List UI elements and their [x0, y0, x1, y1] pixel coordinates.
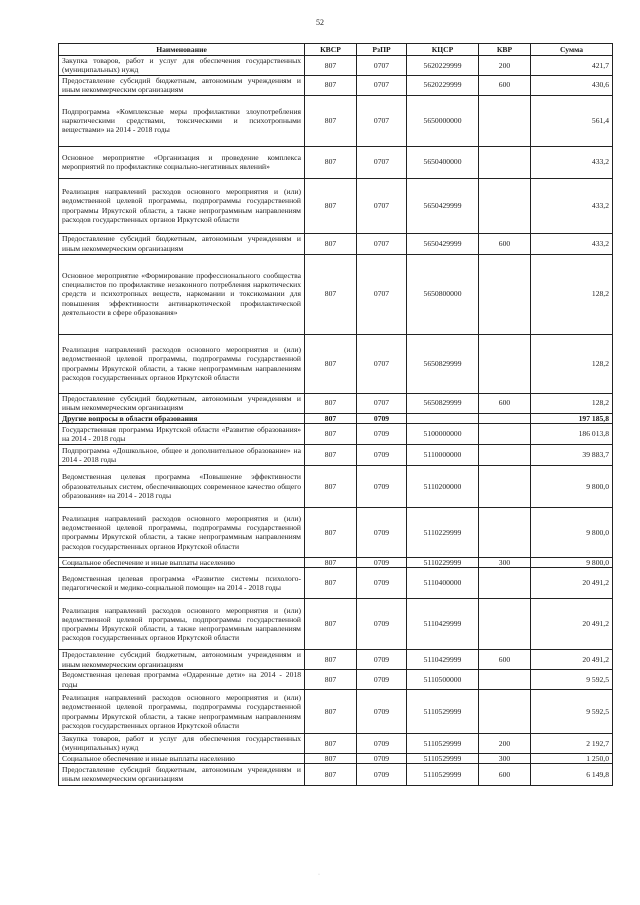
row-sum: 186 013,8 — [531, 423, 613, 444]
column-header-rzpr: РзПР — [357, 44, 407, 56]
row-sum: 39 883,7 — [531, 444, 613, 465]
row-sum: 433,2 — [531, 178, 613, 233]
row-kcsr: 5110529999 — [407, 734, 479, 754]
row-kvr: 600 — [479, 650, 531, 670]
table-header-row — [59, 44, 613, 56]
row-rzpr: 0709 — [357, 465, 407, 507]
row-kvsr: 807 — [305, 393, 357, 413]
row-kvsr: 807 — [305, 465, 357, 507]
row-name: Социальное обеспечение и иные выплаты населению — [59, 753, 305, 763]
row-kvsr: 807 — [305, 178, 357, 233]
row-rzpr: 0707 — [357, 75, 407, 95]
table-row — [59, 233, 613, 254]
row-kvsr: 807 — [305, 507, 357, 557]
table-row — [59, 393, 613, 413]
row-kvr — [479, 413, 531, 423]
row-sum: 6 149,8 — [531, 763, 613, 785]
row-sum: 197 185,8 — [531, 413, 613, 423]
row-kcsr: 5650829999 — [407, 334, 479, 393]
row-kvr: 600 — [479, 763, 531, 785]
row-rzpr: 0707 — [357, 334, 407, 393]
row-rzpr: 0707 — [357, 393, 407, 413]
row-rzpr: 0707 — [357, 254, 407, 334]
row-sum: 1 250,0 — [531, 753, 613, 763]
row-kvr — [479, 423, 531, 444]
row-kvsr: 807 — [305, 233, 357, 254]
row-name: Предоставление субсидий бюджетным, автономным учреждениям и иным некоммерческим организациям — [59, 393, 305, 413]
row-sum: 9 592,5 — [531, 690, 613, 734]
row-kvr: 600 — [479, 75, 531, 95]
row-kvr: 200 — [479, 734, 531, 754]
table-row — [59, 56, 613, 76]
row-name: Предоставление субсидий бюджетным, автономным учреждениям и иным некоммерческим организациям — [59, 75, 305, 95]
row-name: Ведомственная целевая программа «Повышение эффективности образовательных систем, обеспечивающих современное качество общего образования» на 2014 - 2018 годы — [59, 465, 305, 507]
row-sum: 2 192,7 — [531, 734, 613, 754]
row-kvr: 200 — [479, 56, 531, 76]
row-sum: 9 800,0 — [531, 557, 613, 567]
row-kvr — [479, 95, 531, 146]
row-sum: 433,2 — [531, 146, 613, 178]
row-sum: 9 592,5 — [531, 670, 613, 690]
row-name: Реализация направлений расходов основного мероприятия и (или) ведомственной целевой программы, подпрограммы государственной программы Иркутской области, а также непрограммным направлениям расходов государственных органов Иркутской области — [59, 178, 305, 233]
row-name: Ведомственная целевая программа «Одаренные дети» на 2014 - 2018 годы — [59, 670, 305, 690]
row-kvr: 300 — [479, 557, 531, 567]
row-rzpr: 0707 — [357, 146, 407, 178]
table-row — [59, 650, 613, 670]
row-name: Государственная программа Иркутской области «Развитие образования» на 2014 - 2018 годы — [59, 423, 305, 444]
row-name: Закупка товаров, работ и услуг для обеспечения государственных (муниципальных) нужд — [59, 56, 305, 76]
row-kvr: 600 — [479, 233, 531, 254]
row-name: Реализация направлений расходов основного мероприятия и (или) ведомственной целевой программы, подпрограммы государственной программы Иркутской области, а также непрограммным направлениям расходов государственных органов Иркутской области — [59, 690, 305, 734]
row-kcsr: 5650429999 — [407, 233, 479, 254]
row-rzpr: 0707 — [357, 95, 407, 146]
table-row — [59, 599, 613, 650]
column-header-sum: Сумма — [531, 44, 613, 56]
row-kcsr: 5650800000 — [407, 254, 479, 334]
row-name: Предоставление субсидий бюджетным, автономным учреждениям и иным некоммерческим организациям — [59, 233, 305, 254]
row-kvr — [479, 146, 531, 178]
row-sum: 561,4 — [531, 95, 613, 146]
table-row — [59, 763, 613, 785]
row-name: Другие вопросы в области образования — [59, 413, 305, 423]
row-name: Ведомственная целевая программа «Развитие системы психолого-педагогической и медико-социальной помощи» на 2014 - 2018 годы — [59, 568, 305, 599]
table-row — [59, 334, 613, 393]
row-kvsr: 807 — [305, 753, 357, 763]
page-number: 52 — [316, 18, 324, 27]
row-kcsr: 5110529999 — [407, 753, 479, 763]
row-kcsr: 5110529999 — [407, 763, 479, 785]
row-kvr — [479, 254, 531, 334]
row-rzpr: 0709 — [357, 557, 407, 567]
table-row — [59, 568, 613, 599]
row-kcsr: 5650429999 — [407, 178, 479, 233]
row-kvsr: 807 — [305, 734, 357, 754]
row-kcsr: 5650000000 — [407, 95, 479, 146]
row-kvsr: 807 — [305, 763, 357, 785]
row-name: Реализация направлений расходов основного мероприятия и (или) ведомственной целевой программы, подпрограммы государственной программы Иркутской области, а также непрограммным направлениям расходов государственных органов Иркутской области — [59, 334, 305, 393]
row-name: Подпрограмма «Дошкольное, общее и дополнительное образование» на 2014 - 2018 годы — [59, 444, 305, 465]
row-name: Предоставление субсидий бюджетным, автономным учреждениям и иным некоммерческим организациям — [59, 763, 305, 785]
row-kvsr: 807 — [305, 444, 357, 465]
row-kcsr: 5110229999 — [407, 507, 479, 557]
row-rzpr: 0709 — [357, 507, 407, 557]
table-row — [59, 444, 613, 465]
row-kvr: 300 — [479, 753, 531, 763]
row-rzpr: 0709 — [357, 763, 407, 785]
row-sum: 20 491,2 — [531, 568, 613, 599]
table-row — [59, 690, 613, 734]
row-kcsr: 5650829999 — [407, 393, 479, 413]
table-row — [59, 413, 613, 423]
row-kvr — [479, 568, 531, 599]
row-kvsr: 807 — [305, 254, 357, 334]
row-kvsr: 807 — [305, 599, 357, 650]
row-kvsr: 807 — [305, 75, 357, 95]
row-sum: 421,7 — [531, 56, 613, 76]
row-kvsr: 807 — [305, 95, 357, 146]
row-kcsr: 5110000000 — [407, 444, 479, 465]
row-kvsr: 807 — [305, 56, 357, 76]
row-kvr — [479, 444, 531, 465]
row-rzpr: 0709 — [357, 650, 407, 670]
row-rzpr: 0709 — [357, 734, 407, 754]
row-kcsr: 5110429999 — [407, 599, 479, 650]
row-rzpr: 0707 — [357, 178, 407, 233]
row-sum: 128,2 — [531, 393, 613, 413]
row-kvr — [479, 599, 531, 650]
table-row — [59, 178, 613, 233]
row-sum: 433,2 — [531, 233, 613, 254]
row-kcsr: 5650400000 — [407, 146, 479, 178]
table-row — [59, 557, 613, 567]
row-name: Подпрограмма «Комплексные меры профилактики злоупотребления наркотическими средствами, токсическими и психотропными веществами» на 2014 - 2018 годы — [59, 95, 305, 146]
row-rzpr: 0709 — [357, 670, 407, 690]
row-name: Реализация направлений расходов основного мероприятия и (или) ведомственной целевой программы, подпрограммы государственной программы Иркутской области, а также непрограммным направлениям расходов государственных органов Иркутской области — [59, 507, 305, 557]
row-kvsr: 807 — [305, 423, 357, 444]
table-row — [59, 753, 613, 763]
row-rzpr: 0707 — [357, 56, 407, 76]
row-sum: 128,2 — [531, 334, 613, 393]
row-kvr — [479, 670, 531, 690]
row-kvr — [479, 178, 531, 233]
row-kcsr: 5620229999 — [407, 56, 479, 76]
row-name: Социальное обеспечение и иные выплаты населению — [59, 557, 305, 567]
table-row — [59, 423, 613, 444]
row-kvr — [479, 690, 531, 734]
row-sum: 20 491,2 — [531, 599, 613, 650]
row-kcsr: 5110529999 — [407, 690, 479, 734]
table-row — [59, 734, 613, 754]
row-sum: 128,2 — [531, 254, 613, 334]
table-row — [59, 507, 613, 557]
row-kvsr: 807 — [305, 670, 357, 690]
row-kvsr: 807 — [305, 568, 357, 599]
row-rzpr: 0709 — [357, 753, 407, 763]
row-kcsr: 5110400000 — [407, 568, 479, 599]
row-kcsr: 5110200000 — [407, 465, 479, 507]
row-sum: 9 800,0 — [531, 465, 613, 507]
row-name: Основное мероприятие «Формирование профессионального сообщества специалистов по профилактике незаконного потребления наркотических средств и психотропных веществ, наркомании и токсикомании для повышения эффективности антинаркотической профилактической деятельности в сфере образования» — [59, 254, 305, 334]
row-kvsr: 807 — [305, 413, 357, 423]
row-rzpr: 0709 — [357, 423, 407, 444]
row-kvsr: 807 — [305, 557, 357, 567]
row-kcsr: 5100000000 — [407, 423, 479, 444]
column-header-kvr: КВР — [479, 44, 531, 56]
column-header-kvsr: КВСР — [305, 44, 357, 56]
row-kcsr: 5620229999 — [407, 75, 479, 95]
row-kvsr: 807 — [305, 334, 357, 393]
column-header-name: Наименование — [59, 44, 305, 56]
row-rzpr: 0709 — [357, 568, 407, 599]
row-kvr — [479, 465, 531, 507]
table-row — [59, 465, 613, 507]
row-name: Основное мероприятие «Организация и проведение комплекса мероприятий по профилактике социально-негативных явлений» — [59, 146, 305, 178]
table-row — [59, 75, 613, 95]
table-row — [59, 254, 613, 334]
row-name: Реализация направлений расходов основного мероприятия и (или) ведомственной целевой программы, подпрограммы государственной программы Иркутской области, а также непрограммным направлениям расходов государственных органов Иркутской области — [59, 599, 305, 650]
row-kcsr: 5110500000 — [407, 670, 479, 690]
row-kvr — [479, 507, 531, 557]
row-kvr: 600 — [479, 393, 531, 413]
row-name: Предоставление субсидий бюджетным, автономным учреждениям и иным некоммерческим организациям — [59, 650, 305, 670]
table-row — [59, 95, 613, 146]
row-kvsr: 807 — [305, 690, 357, 734]
row-rzpr: 0709 — [357, 413, 407, 423]
row-kvsr: 807 — [305, 650, 357, 670]
row-rzpr: 0709 — [357, 444, 407, 465]
row-kcsr: 5110229999 — [407, 557, 479, 567]
row-kvsr: 807 — [305, 146, 357, 178]
row-rzpr: 0709 — [357, 690, 407, 734]
row-rzpr: 0709 — [357, 599, 407, 650]
table-row — [59, 670, 613, 690]
row-sum: 430,6 — [531, 75, 613, 95]
row-sum: 9 800,0 — [531, 507, 613, 557]
row-sum: 20 491,2 — [531, 650, 613, 670]
table-row — [59, 146, 613, 178]
scan-dot: · — [318, 872, 320, 878]
row-kcsr: 5110429999 — [407, 650, 479, 670]
column-header-kcsr: КЦСР — [407, 44, 479, 56]
row-kvr — [479, 334, 531, 393]
row-name: Закупка товаров, работ и услуг для обеспечения государственных (муниципальных) нужд — [59, 734, 305, 754]
budget-table — [58, 43, 613, 786]
row-rzpr: 0707 — [357, 233, 407, 254]
row-kcsr — [407, 413, 479, 423]
